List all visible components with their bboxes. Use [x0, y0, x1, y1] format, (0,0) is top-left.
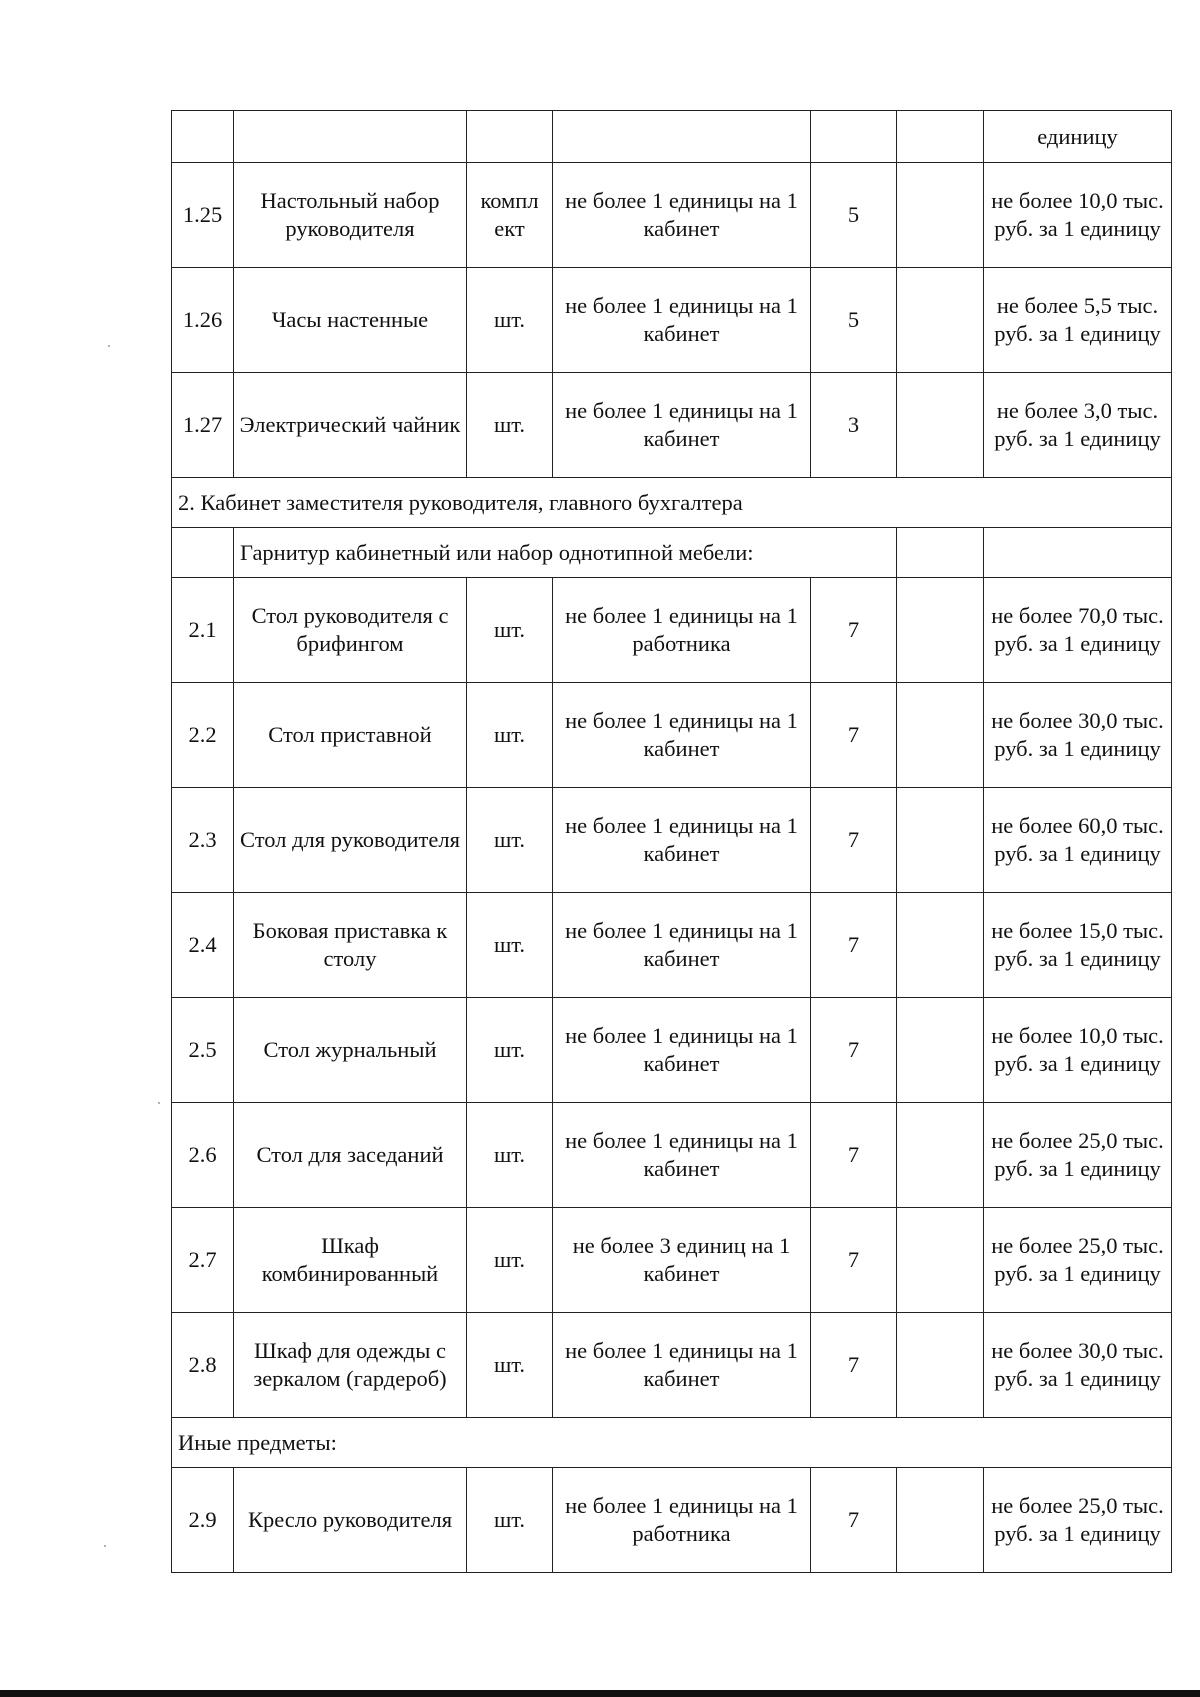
table-row: [172, 111, 1172, 163]
empty-cell: [897, 1208, 984, 1313]
price-limit-cell: не более 30,0 тыс. руб. за 1 единицу: [984, 683, 1172, 788]
section-title: 2. Кабинет заместителя руководителя, главного бухгалтера: [172, 478, 1172, 528]
item-name-cell: Кресло руководителя: [234, 1468, 467, 1573]
table-body: [172, 111, 1172, 1573]
item-name-cell: Стол для заседаний: [234, 1103, 467, 1208]
service-life-cell: 7: [811, 788, 897, 893]
price-limit-cell: не более 25,0 тыс. руб. за 1 единицу: [984, 1468, 1172, 1573]
item-name-cell: Шкаф комбинированный: [234, 1208, 467, 1313]
service-life-cell: 5: [811, 268, 897, 373]
price-limit-cell: не более 25,0 тыс. руб. за 1 единицу: [984, 1103, 1172, 1208]
section-header-row: [172, 1418, 1172, 1468]
table-row: [172, 788, 1172, 893]
quantity-norm-cell: не более 1 единицы на 1 кабинет: [553, 893, 811, 998]
row-number-cell: 2.7: [172, 1208, 234, 1313]
price-limit-cell: не более 5,5 тыс. руб. за 1 единицу: [984, 268, 1172, 373]
item-name-cell: Стол приставной: [234, 683, 467, 788]
scan-speck: [158, 1102, 160, 1104]
empty-cell: [897, 1313, 984, 1418]
unit-cell: шт.: [467, 373, 553, 478]
item-name-cell: Настольный набор руководителя: [234, 163, 467, 268]
row-number-cell: 2.1: [172, 578, 234, 683]
empty-cell: [897, 683, 984, 788]
table-row: [172, 998, 1172, 1103]
section-header-row: [172, 478, 1172, 528]
row-number-cell: 2.3: [172, 788, 234, 893]
service-life-cell: 7: [811, 1468, 897, 1573]
unit-cell: шт.: [467, 1103, 553, 1208]
quantity-norm-cell: не более 1 единицы на 1 кабинет: [553, 788, 811, 893]
table-row: [172, 268, 1172, 373]
service-life-cell: 7: [811, 683, 897, 788]
empty-cell: [897, 528, 984, 578]
service-life-cell: 5: [811, 163, 897, 268]
table-row: [172, 578, 1172, 683]
price-limit-cell: не более 10,0 тыс. руб. за 1 единицу: [984, 998, 1172, 1103]
empty-cell: [897, 111, 984, 163]
quantity-norm-cell: не более 1 единицы на 1 кабинет: [553, 373, 811, 478]
unit-cell: компл ект: [467, 163, 553, 268]
table-row: [172, 1313, 1172, 1418]
service-life-cell: 7: [811, 1103, 897, 1208]
empty-cell: [897, 893, 984, 998]
empty-cell: [172, 528, 234, 578]
service-life-cell: 7: [811, 1313, 897, 1418]
row-number-cell: 2.2: [172, 683, 234, 788]
empty-cell: [897, 373, 984, 478]
unit-cell: шт.: [467, 788, 553, 893]
item-name-cell: Электрический чайник: [234, 373, 467, 478]
item-name-cell: Стол для руководителя: [234, 788, 467, 893]
price-limit-cell: не более 10,0 тыс. руб. за 1 единицу: [984, 163, 1172, 268]
unit-cell: шт.: [467, 578, 553, 683]
empty-cell: [897, 1103, 984, 1208]
table-row: [172, 683, 1172, 788]
price-limit-cell: не более 30,0 тыс. руб. за 1 единицу: [984, 1313, 1172, 1418]
row-number-cell: 2.9: [172, 1468, 234, 1573]
empty-cell: [897, 268, 984, 373]
item-name-cell: Часы настенные: [234, 268, 467, 373]
price-limit-cell: не более 15,0 тыс. руб. за 1 единицу: [984, 893, 1172, 998]
table-row: [172, 163, 1172, 268]
table-row: [172, 893, 1172, 998]
quantity-norm-cell: не более 1 единицы на 1 кабинет: [553, 163, 811, 268]
row-number-cell: 1.26: [172, 268, 234, 373]
service-life-cell: 7: [811, 1208, 897, 1313]
item-name-cell: Боковая приставка к столу: [234, 893, 467, 998]
quantity-norm-cell: не более 1 единицы на 1 работника: [553, 578, 811, 683]
empty-cell: [897, 1468, 984, 1573]
scan-speck: [104, 1545, 106, 1547]
item-name-cell: Шкаф для одежды с зеркалом (гардероб): [234, 1313, 467, 1418]
unit-cell: шт.: [467, 1208, 553, 1313]
unit-cell: шт.: [467, 268, 553, 373]
row-number-cell: 1.27: [172, 373, 234, 478]
item-name-cell: Стол руководителя с брифингом: [234, 578, 467, 683]
price-limit-cell: не более 70,0 тыс. руб. за 1 единицу: [984, 578, 1172, 683]
row-number-cell: [172, 111, 234, 163]
unit-cell: шт.: [467, 1313, 553, 1418]
service-life-cell: 3: [811, 373, 897, 478]
table-row: [172, 1208, 1172, 1313]
price-limit-cell: не более 3,0 тыс. руб. за 1 единицу: [984, 373, 1172, 478]
item-name-cell: Стол журнальный: [234, 998, 467, 1103]
quantity-norm-cell: не более 1 единицы на 1 кабинет: [553, 1313, 811, 1418]
unit-cell: шт.: [467, 683, 553, 788]
scan-edge-bar: [0, 1690, 1200, 1697]
quantity-norm-cell: [553, 111, 811, 163]
empty-cell: [897, 578, 984, 683]
group-header-row: [172, 528, 1172, 578]
quantity-norm-cell: не более 3 единиц на 1 кабинет: [553, 1208, 811, 1313]
service-life-cell: 7: [811, 998, 897, 1103]
item-name-cell: [234, 111, 467, 163]
group-title: Гарнитур кабинетный или набор однотипной мебели:: [234, 528, 897, 578]
empty-cell: [984, 528, 1172, 578]
section-title: Иные предметы:: [172, 1418, 1172, 1468]
empty-cell: [897, 163, 984, 268]
price-limit-cell: не более 25,0 тыс. руб. за 1 единицу: [984, 1208, 1172, 1313]
price-limit-cell: единицу: [984, 111, 1172, 163]
service-life-cell: 7: [811, 578, 897, 683]
quantity-norm-cell: не более 1 единицы на 1 кабинет: [553, 268, 811, 373]
empty-cell: [897, 998, 984, 1103]
quantity-norm-cell: не более 1 единицы на 1 кабинет: [553, 683, 811, 788]
service-life-cell: 7: [811, 893, 897, 998]
service-life-cell: [811, 111, 897, 163]
row-number-cell: 2.4: [172, 893, 234, 998]
scan-speck: [108, 345, 110, 347]
quantity-norm-cell: не более 1 единицы на 1 кабинет: [553, 998, 811, 1103]
table-row: [172, 373, 1172, 478]
empty-cell: [897, 788, 984, 893]
quantity-norm-cell: не более 1 единицы на 1 работника: [553, 1468, 811, 1573]
table-row: [172, 1468, 1172, 1573]
price-limit-cell: не более 60,0 тыс. руб. за 1 единицу: [984, 788, 1172, 893]
row-number-cell: 1.25: [172, 163, 234, 268]
unit-cell: шт.: [467, 998, 553, 1103]
row-number-cell: 2.5: [172, 998, 234, 1103]
table-row: [172, 1103, 1172, 1208]
row-number-cell: 2.8: [172, 1313, 234, 1418]
row-number-cell: 2.6: [172, 1103, 234, 1208]
furniture-norms-table: [171, 110, 1172, 1573]
quantity-norm-cell: не более 1 единицы на 1 кабинет: [553, 1103, 811, 1208]
unit-cell: [467, 111, 553, 163]
unit-cell: шт.: [467, 1468, 553, 1573]
unit-cell: шт.: [467, 893, 553, 998]
